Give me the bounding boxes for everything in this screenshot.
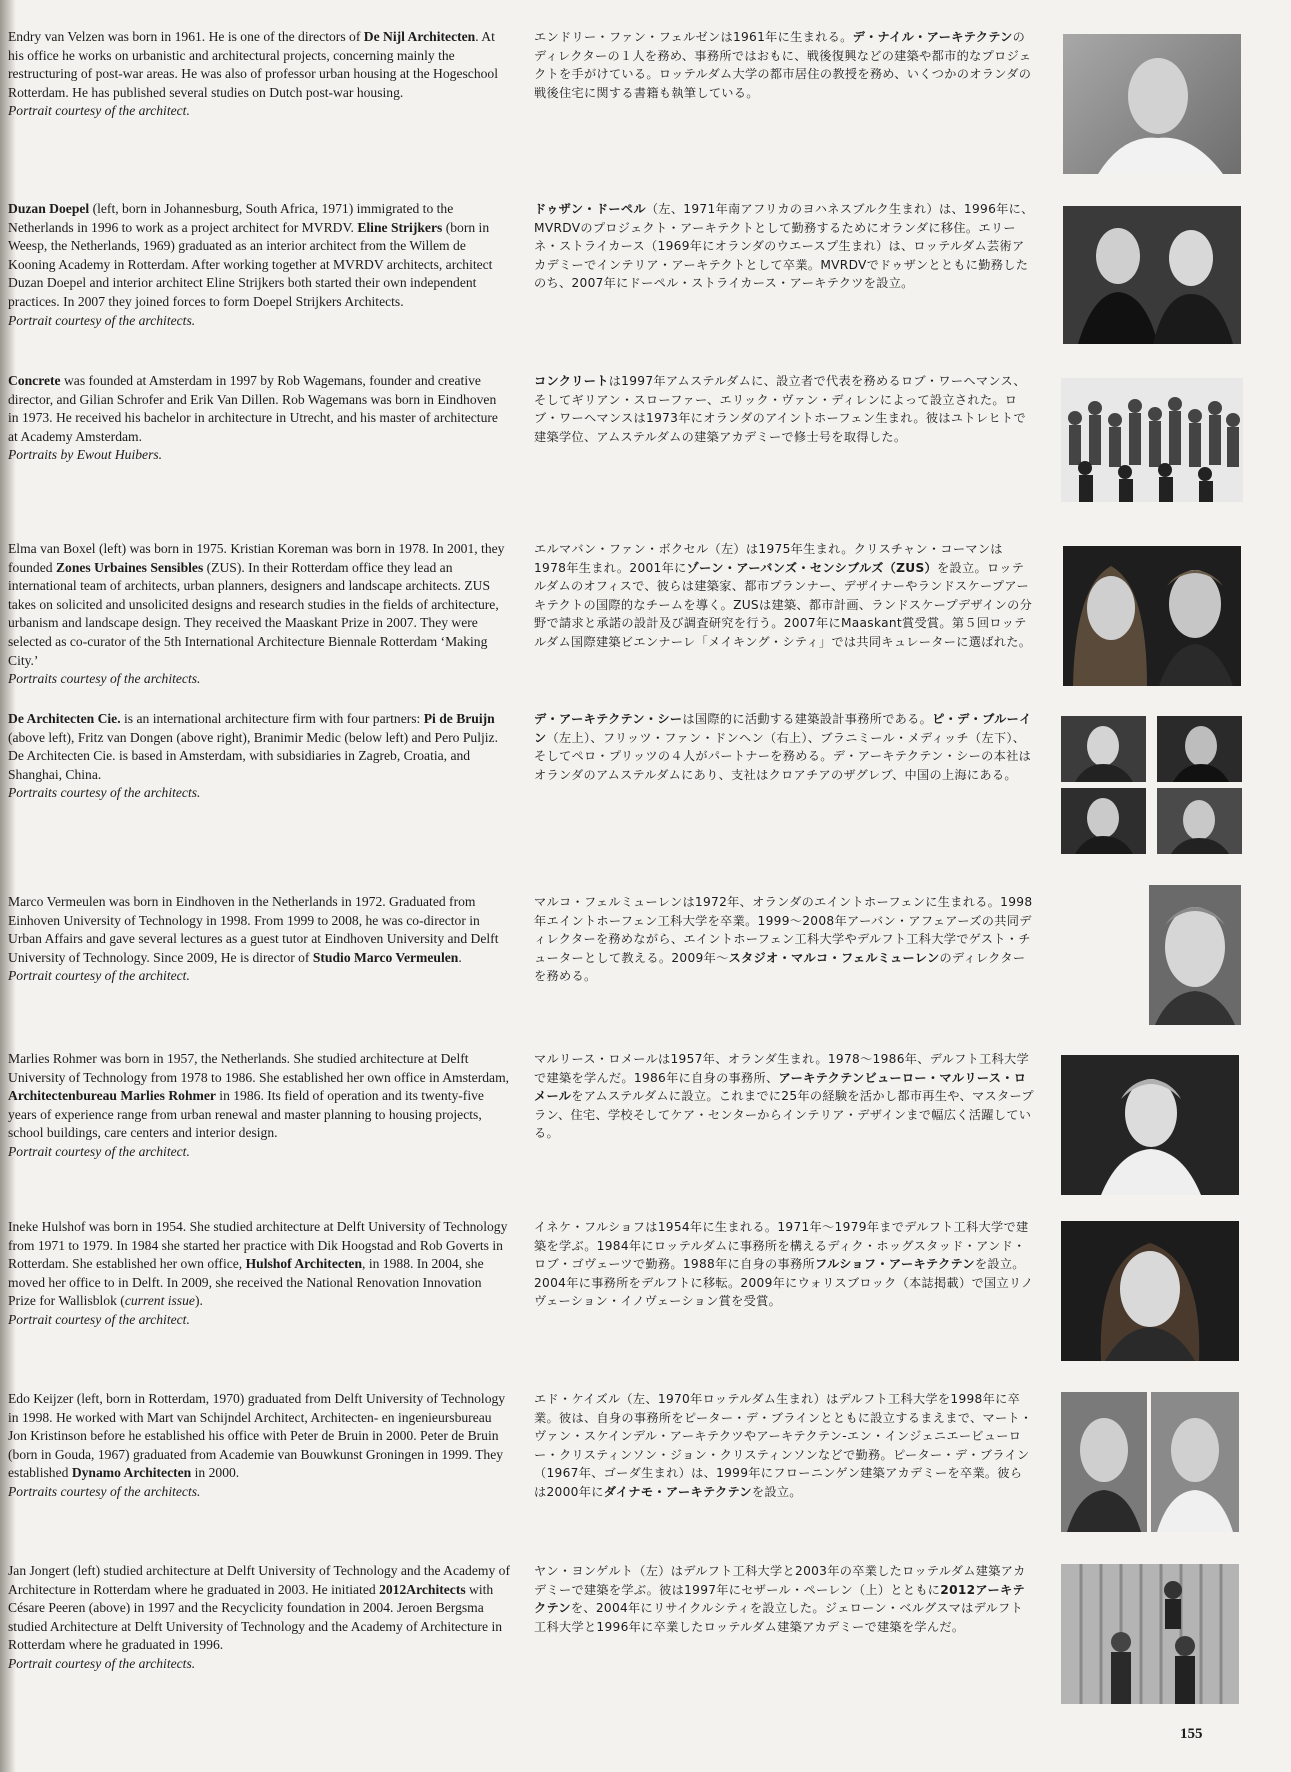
photo-credit: Portraits by Ewout Huibers.: [8, 447, 163, 463]
portrait-photo: [1063, 206, 1241, 344]
bio-text-jp: マルコ・フェルミューレンは1972年、オランダのエイントホーフェンに生まれる。1998年エイントホーフェン工科大学を卒業。1999～2008年アーバン・アフェアーズの共同ディレクターを務めながら、エイントホーフェン工科大学やデルフト工科大学でゲスト・チューターとして教える。2009年～スタジオ・マルコ・フェルミューレンのディレクターを務める。: [534, 895, 1033, 984]
bio-text-en: Elma van Boxel (left) was born in 1975. Kristian Koreman was born in 1978. In 2001, they founded Zones Urbaines Sensibles (ZUS). In their Rotterdam office they lead an international team of architects, urban planners, designers and landscape architects. ZUS takes on solicited and unsolicited designs and research studies in the fields of architecture, urbanism and landscape design. They received the Maaskant Prize in 2007. They were selected as co-curator of the 5th International Architecture Biennale Rotterdam ‘Making City.’ Portraits courtesy of the architects.: [8, 540, 510, 689]
bio-text-jp: デ・アーキテクテン・シーは国際的に活動する建築設計事務所である。ピ・デ・ブルーイン（左上）、フリッツ・ファン・ドンヘン（右上）、ブラニミール・メディッチ（左下）、そしてペロ・プリッツの４人がパートナーを務める。デ・アーキテクテン・シーの本社はオランダのアムステルダムにあり、支社はクロアチアのザグレブ、中国の上海にある。: [534, 712, 1032, 782]
portrait-photo: [1061, 1221, 1239, 1361]
portrait-photo: [1149, 885, 1241, 1025]
photo-credit: Portrait courtesy of the architects.: [8, 1655, 196, 1671]
bio-text-en: Ineke Hulshof was born in 1954. She studied architecture at Delft University of Technology from 1971 to 1979. In 1984 she started her practice with Dik Hoogstad and Rob Goverts in Rotterdam. She established her own office, Hulshof Architecten, in 1988. In 2004, she moved her office to in Delft. In 2009, she received the National Renovation Innovation Prize for Wallisblok (current issue). Portrait courtesy of the architect.: [8, 1218, 510, 1330]
bio-text-jp: コンクリートは1997年アムステルダムに、設立者で代表を務めるロブ・ワーヘマンス、そしてギリアン・スローファー、エリック・ヴァン・ディレンによって設立された。ロブ・ワーヘマンスは1973年にオランダのアイントホーフェン生まれ。彼はユトレヒトで建築学位、アムステルダムの建築アカデミーで修士号を取得した。: [534, 374, 1026, 444]
portrait-photo: [1157, 788, 1242, 854]
portrait-photo: [1061, 788, 1146, 854]
bio-text-jp: ドゥザン・ドーペル（左、1971年南アフリカのヨハネスブルク生まれ）は、1996年に、MVRDVのプロジェクト・アーキテクトとして勤務するためにオランダに移住。エリーネ・ストライカース（1969年にオランダのウエースプ生まれ）は、ロッテルダム芸術アカデミーでインテリア・アーキテクトとして卒業。MVRDVでドゥザンとともに勤務したのち、2007年にドーペル・ストライカース・アーキテクツを設立。: [534, 202, 1034, 291]
bio-text-en: Marco Vermeulen was born in Eindhoven in the Netherlands in 1972. Graduated from Einhoven University of Technology in 1998. From 1999 to 2008, he was co-director in Urban Affairs and gave several lectures as a guest tutor at Eindhoven University and Delft University of Technology. Since 2009, He is director of Studio Marco Vermeulen. Portrait courtesy of the architect.: [8, 893, 510, 986]
bio-text-en: Endry van Velzen was born in 1961. He is one of the directors of De Nijl Architecten. At his office he works on urbanistic and architectural projects, concerning mainly the restructuring of post-war areas. He was also of professor urban housing at the Hogeschool Rotterdam. He has published several studies on Dutch post-war housing. Portrait courtesy of the architect.: [8, 28, 510, 121]
photo-credit: Portrait courtesy of the architect.: [8, 1311, 190, 1327]
bio-text-en: De Architecten Cie. is an international architecture firm with four partners: Pi de Bruijn (above left), Fritz van Dongen (above right), Branimir Medic (below left) and Pero Puljiz. De Architecten Cie. is based in Amsterdam, with subsidiaries in Zagreb, Croatia, and Shanghai, China. Portraits courtesy of the architects.: [8, 710, 510, 803]
photo-credit: Portraits courtesy of the architects.: [8, 1483, 201, 1499]
photo-credit: Portraits courtesy of the architects.: [8, 671, 201, 687]
bio-text-jp: エルマバン・ファン・ボクセル（左）は1975年生まれ。クリスチャン・コーマンは1978年生まれ。2001年にゾーン・アーバンズ・センシブルズ（ZUS）を設立。ロッテルダムのオフィスで、彼らは建築家、都市プランナー、デザイナーやランドスケープアーキテクトの国際的なチームを導く。ZUSは建築、都市計画、ランドスケープデザインの分野で請求と承諾の設計及び調査研究を行う。2007年にMaaskant賞受賞。第５回ロッテルダム国際建築ビエンナーレ「メイキング・シティ」では共同キュレーターに選ばれた。: [534, 542, 1033, 649]
portrait-photo: [1061, 716, 1146, 782]
portrait-photo: [1151, 1392, 1239, 1532]
group-photo: [1061, 378, 1243, 502]
portrait-photo: [1063, 546, 1241, 686]
portrait-photo: [1061, 1055, 1239, 1195]
bio-text-en: Marlies Rohmer was born in 1957, the Netherlands. She studied architecture at Delft University of Technology from 1978 to 1986. She established her own office in Amsterdam, Architectenbureau Marlies Rohmer in 1986. Its field of operation and its twenty-five years of experience range from urban renewal and master planning to housing projects, school buildings, care centers and interior design. Portrait courtesy of the architect.: [8, 1050, 510, 1162]
photo-credit: Portrait courtesy of the architects.: [8, 312, 196, 328]
page-number: 155: [1180, 1726, 1203, 1742]
bio-text-en: Jan Jongert (left) studied architecture at Delft University of Technology and the Academy of Architecture in Rotterdam where he graduated in 2003. He initiated 2012Architects with Césare Peeren (above) in 1997 and the Recyclicity foundation in 2004. Jeroen Bergsma studied Architecture at Delft University of Technology and the Academy of Architecture in Rotterdam where he graduated in 1996. Portrait courtesy of the architects.: [8, 1562, 510, 1674]
portrait-photo: [1157, 716, 1242, 782]
bio-text-jp: ヤン・ヨンゲルト（左）はデルフト工科大学と2003年の卒業したロッテルダム建築アカデミーで建築を学ぶ。彼は1997年にセザール・ペーレン（上）とともに2012アーキテクテンを、2004年にリサイクルシティを設立した。ジェローン・ベルグスマはデルフト工科大学と1996年に卒業したロッテルダム建築アカデミーで建築を学んだ。: [534, 1564, 1026, 1634]
photo-credit: Portrait courtesy of the architect.: [8, 103, 190, 119]
bio-text-en: Duzan Doepel (left, born in Johannesburg, South Africa, 1971) immigrated to the Netherlands in 1996 to work as a project architect for MVRDV. Eline Strijkers (born in Weesp, the Netherlands, 1969) graduated as an interior architect from the Willem de Kooning Academy in Rotterdam. After working together at MVRDV architects, architect Duzan Doepel and interior architect Eline Strijkers both started their own independent practices. In 2007 they joined forces to form Doepel Strijkers Architects. Portrait courtesy of the architects.: [8, 200, 510, 330]
photo-credit: Portrait courtesy of the architect.: [8, 968, 190, 984]
bio-text-en: Concrete was founded at Amsterdam in 1997 by Rob Wagemans, founder and creative director, and Gilian Schrofer and Erik Van Dillen. Rob Wagemans was born in Eindhoven in 1973. He received his bachelor in architecture in Utrecht, and his master of architecture at Academy Amsterdam. Portraits by Ewout Huibers.: [8, 372, 510, 465]
group-photo: [1061, 1564, 1239, 1704]
portrait-photo: [1061, 1392, 1147, 1532]
portrait-photo: [1063, 34, 1241, 174]
photo-credit: Portrait courtesy of the architect.: [8, 1143, 190, 1159]
bio-text-en: Edo Keijzer (left, born in Rotterdam, 1970) graduated from Delft University of Technology in 1998. He worked with Mart van Schijndel Architect, Architecten- en ingenieursbureau Jon Kristinson before he established his office with Peter de Bruin in 2000. Peter de Bruin (born in Gouda, 1967) graduated from Academie van Bouwkunst Groningen in 1999. They established Dynamo Architecten in 2000. Portraits courtesy of the architects.: [8, 1390, 510, 1502]
bio-text-jp: マルリース・ロメールは1957年、オランダ生まれ。1978～1986年、デルフト工科大学で建築を学んだ。1986年に自身の事務所、アーキテクテンビューロー・マルリース・ロメールをアムステルダムに設立。これまでに25年の経験を活かし都市再生や、マスタープラン、住宅、学校そしてケア・センターからインテリア・デザインまで幅広く活躍している。: [534, 1052, 1034, 1141]
photo-credit: Portraits courtesy of the architects.: [8, 785, 201, 801]
bio-text-jp: イネケ・フルショフは1954年に生まれる。1971年～1979年までデルフト工科大学で建築を学ぶ。1984年にロッテルダムに事務所を構えるディク・ホッグスタッド・アンド・ロブ・ゴヴェーツで勤務。1988年に自身の事務所フルショフ・アーキテクテンを設立。2004年に事務所をデルフトに移転。2009年にウォリスブロック（本誌掲載）で国立リノヴェーション・イノヴェーション賞を受賞。: [534, 1220, 1034, 1309]
bio-text-jp: エンドリー・ファン・フェルゼンは1961年に生まれる。デ・ナイル・アーキテクテンのディレクターの１人を務め、事務所ではおもに、戦後復興などの建築や都市的なプロジェクトを手がけている。ロッテルダム大学の都市居住の教授を務め、いくつかのオランダの戦後住宅に関する書籍も執筆している。: [534, 30, 1032, 100]
bio-text-jp: エド・ケイズル（左、1970年ロッテルダム生まれ）はデルフト工科大学を1998年に卒業。彼は、自身の事務所をピーター・デ・ブラインとともに設立するまえまで、マート・ヴァン・スケインデル・アーキテクツやアーキテクテン-エン・インジェニエービューロー・クリスティンソン・ジョン・クリスティンソンなどで勤務。ピーター・デ・ブライン（1967年、ゴーダ生まれ）は、1999年にフローニンゲン建築アカデミーを卒業。彼らは2000年にダイナモ・アーキテクテンを設立。: [534, 1392, 1033, 1499]
